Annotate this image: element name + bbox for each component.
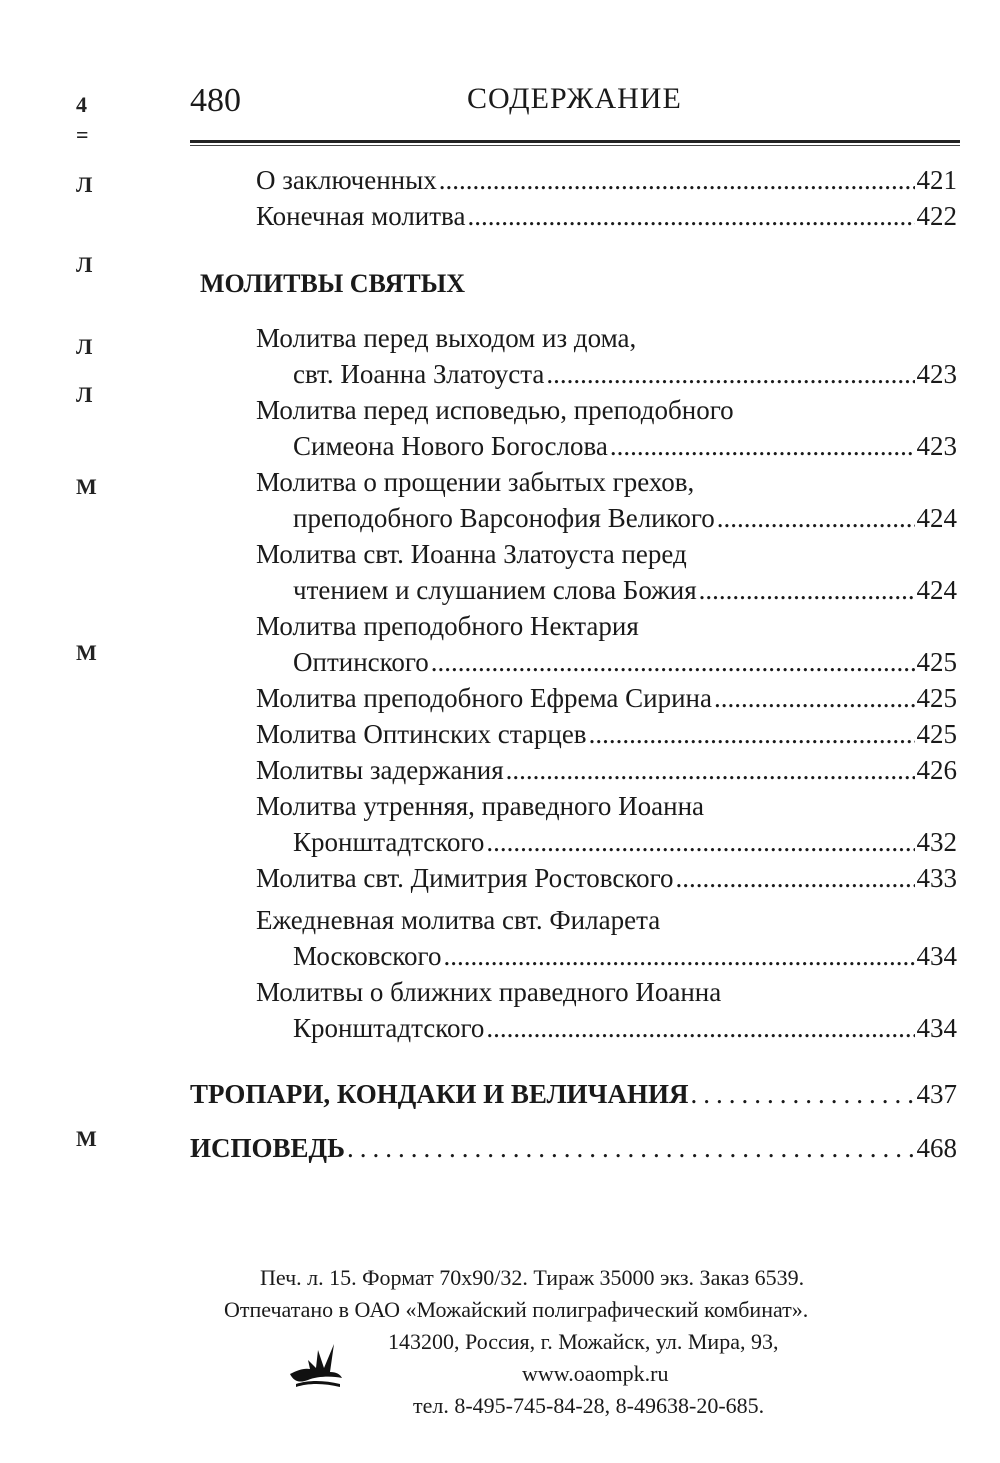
margin-mark: =	[76, 122, 89, 147]
leader-dots	[347, 1128, 915, 1168]
toc-entry-page: 425	[916, 683, 957, 713]
leader-dots	[717, 500, 915, 536]
toc-entry-line1: Молитва преподобного Нектария	[256, 611, 639, 641]
toc-entry-title: Молитва свт. Димитрия Ростовского	[256, 863, 674, 893]
margin-mark: Л	[76, 172, 93, 197]
toc-entry	[190, 572, 957, 608]
margin-mark: Л	[76, 382, 93, 407]
toc-entry-line1: Ежедневная молитва свт. Филарета	[256, 905, 661, 935]
leader-dots	[486, 824, 914, 860]
toc-entry-title: О заключенных	[256, 165, 437, 195]
toc-entry-title: Оптинского	[293, 647, 429, 677]
leader-dots	[443, 938, 914, 974]
toc-entry-title: Кронштадтского	[293, 1013, 485, 1043]
table-of-contents	[190, 162, 957, 1168]
toc-entry	[190, 752, 957, 788]
toc-entry-page: 434	[916, 941, 957, 971]
toc-entry	[190, 938, 957, 974]
toc-entry-page: 423	[916, 359, 957, 389]
leader-dots	[506, 752, 915, 788]
leader-dots	[714, 680, 915, 716]
toc-entry-page: 421	[916, 165, 957, 195]
section-heading: МОЛИТВЫ СВЯТЫХ	[200, 269, 466, 298]
toc-entry	[190, 860, 957, 896]
header-rule-thin	[190, 145, 960, 146]
printer-logo-icon	[288, 1338, 344, 1390]
toc-entry-page: 424	[916, 503, 957, 533]
major-section-entry	[190, 1128, 957, 1168]
toc-entry	[190, 824, 957, 860]
toc-entry-line1: Молитва о прощении забытых грехов,	[256, 467, 695, 497]
toc-entry-line1: Молитва утренняя, праведного Иоанна	[256, 791, 705, 821]
leader-dots	[610, 428, 915, 464]
toc-entry-page: 433	[916, 863, 957, 893]
leader-dots	[439, 162, 915, 198]
toc-entry	[190, 500, 957, 536]
toc-entry	[190, 162, 957, 198]
toc-entry-title: свт. Иоанна Златоуста	[293, 359, 545, 389]
toc-entry-page: 426	[916, 755, 957, 785]
margin-mark: М	[76, 1126, 97, 1151]
toc-entry-title: Московского	[293, 941, 442, 971]
major-section-entry	[190, 1074, 957, 1114]
margin-mark: Л	[76, 252, 93, 277]
header-rule	[190, 140, 960, 143]
toc-entry-title: Симеона Нового Богослова	[293, 431, 608, 461]
toc-entry	[190, 428, 957, 464]
toc-entry	[190, 680, 957, 716]
leader-dots	[546, 356, 914, 392]
imprint-line: Отпечатано в ОАО «Можайский полиграфический комбинат».	[224, 1297, 809, 1322]
toc-entry-page: 422	[916, 201, 957, 231]
toc-entry-line1: Молитва свт. Иоанна Златоуста перед	[256, 539, 687, 569]
leader-dots	[431, 644, 915, 680]
toc-entry-title: Конечная молитва	[256, 201, 466, 231]
page-number: 480	[190, 82, 241, 119]
left-margin-marks	[76, 0, 97, 1463]
toc-entry	[190, 644, 957, 680]
leader-dots	[699, 572, 915, 608]
toc-entry-line1: Молитва перед исповедью, преподобного	[256, 395, 734, 425]
leader-dots	[675, 860, 914, 896]
toc-entry-page: 423	[916, 431, 957, 461]
leader-dots	[589, 716, 915, 752]
toc-entry	[190, 198, 957, 234]
major-section-page: 468	[916, 1133, 957, 1163]
page-header	[190, 78, 960, 138]
imprint-line: www.oaompk.ru	[522, 1361, 669, 1386]
toc-entry-page: 425	[916, 647, 957, 677]
toc-entry-page: 424	[916, 575, 957, 605]
imprint-line: Печ. л. 15. Формат 70х90/32. Тираж 35000 экз. Заказ 6539.	[260, 1265, 805, 1290]
margin-mark: 4	[76, 92, 87, 117]
leader-dots	[486, 1010, 914, 1046]
margin-mark: М	[76, 474, 97, 499]
major-section-page: 437	[916, 1079, 957, 1109]
leader-dots	[467, 198, 914, 234]
toc-entry-page: 434	[916, 1013, 957, 1043]
toc-entry-title: Кронштадтского	[293, 827, 485, 857]
toc-entry-title: чтением и слушанием слова Божия	[293, 575, 697, 605]
major-section-title: ИСПОВЕДЬ	[190, 1133, 345, 1163]
toc-entry-title: Молитвы задержания	[256, 755, 504, 785]
toc-entry	[190, 716, 957, 752]
toc-entry-page: 425	[916, 719, 957, 749]
margin-mark: М	[76, 640, 97, 665]
toc-entry-line1: Молитва перед выходом из дома,	[256, 323, 637, 353]
toc-entry-title: Молитва Оптинских старцев	[256, 719, 587, 749]
toc-entry-line1: Молитвы о ближних праведного Иоанна	[256, 977, 722, 1007]
toc-entry-title: преподобного Варсонофия Великого	[293, 503, 715, 533]
toc-entry-page: 432	[916, 827, 957, 857]
toc-entry	[190, 1010, 957, 1046]
toc-entry	[190, 356, 957, 392]
toc-entry-title: Молитва преподобного Ефрема Сирина	[256, 683, 712, 713]
major-section-title: ТРОПАРИ, КОНДАКИ И ВЕЛИЧАНИЯ	[190, 1079, 689, 1109]
running-title: СОДЕРЖАНИЕ	[467, 82, 682, 115]
imprint-line: 143200, Россия, г. Можайск, ул. Мира, 93,	[388, 1329, 779, 1354]
margin-mark: Л	[76, 334, 93, 359]
imprint-line: тел. 8-495-745-84-28, 8-49638-20-685.	[413, 1393, 765, 1418]
leader-dots	[691, 1074, 915, 1114]
